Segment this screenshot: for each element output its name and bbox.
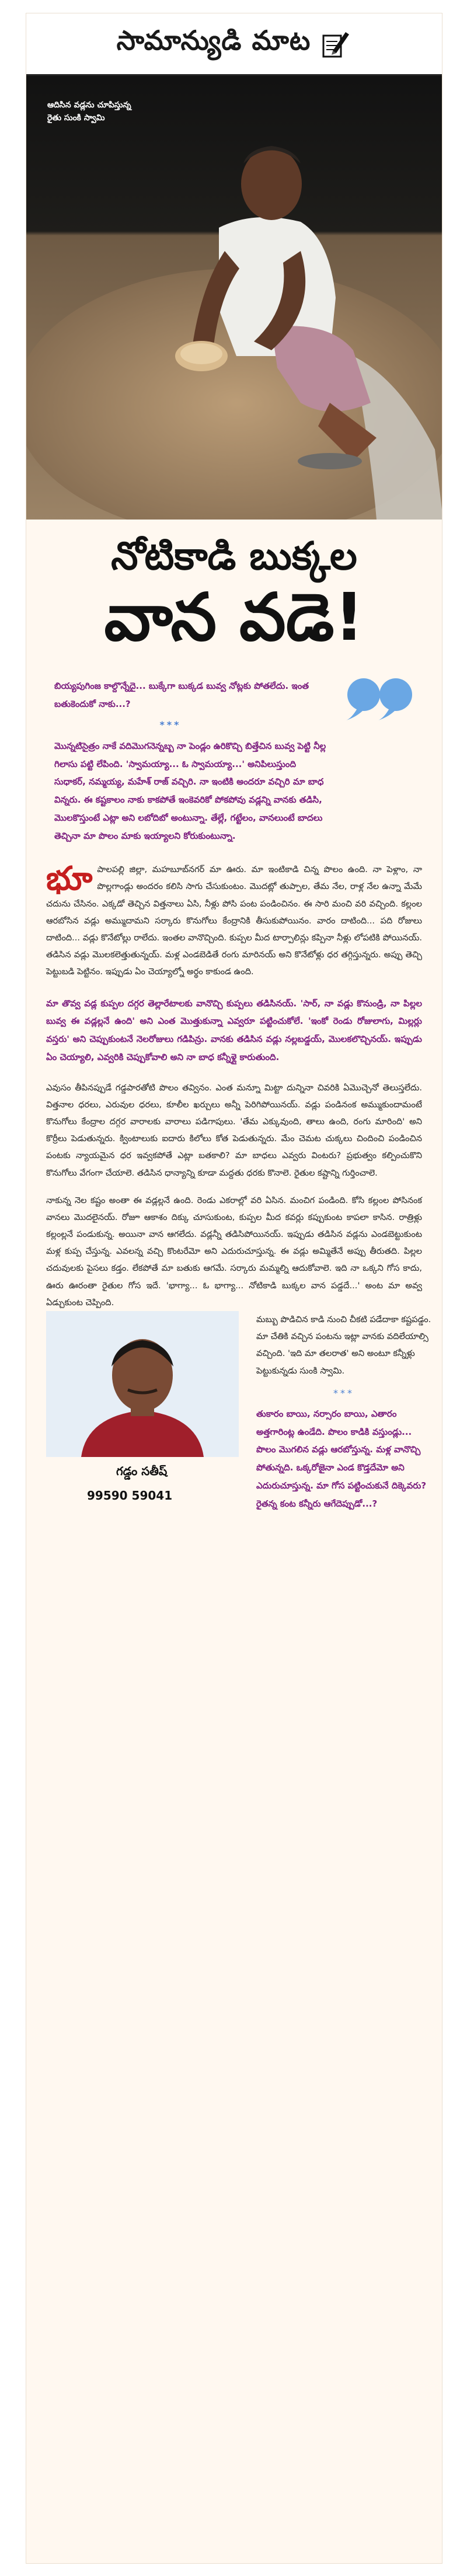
newspaper-page [26,13,442,2564]
side-quote: తుకారం బాయి, నర్సారం బాయి, ఎతారం అత్తగారింట్ల ఉండేది. పొలం కాడికి వస్తుండ్లు... పొలం మొగలిన వడ్లు ఆరబోస్తున్న. మళ్ల వానొచ్చి పోతున్నది. ఒక్కరోజైనా ఎండ కొడ్తదేమో అని ఎదురుచూస్తున్న. మా గోస పట్టించుకునే దిక్కెవరు? రైతన్న కంట కన్నీరు ఆగేదెప్పుడో...? [256,1408,427,1509]
side-column [256,1311,431,1512]
separator-stars-icon: *** [159,719,182,730]
photo-caption: ఆదిసిన వడ్లను చూపిస్తున్న రైతు సుంకి స్వామి [47,100,131,123]
pen-paper-icon [319,27,351,60]
author-photo [46,1311,239,1457]
author-phone: 99590 59041 [87,1489,173,1503]
headline-line-1: నోటికాడి బుక్కల [111,534,357,578]
article-body [46,861,422,980]
column-header [26,13,442,76]
author-section [46,1311,431,1714]
headline [26,520,442,665]
body-paragraph-3: నాకున్న నెల కష్టం అంతా ఈ వడ్లల్లనే ఉంది. రెండు ఎకరాల్లో వరి ఏసిన. మంచిగ పండింది. కోసి కల్లంల పోసినంక వానలు మొదలైనయ్. రోజూ ఆకాశం దిక్కు చూసుకుంట, కుప్పల మీద కవర్లు కప్పుకుంట కాపలా కాసిన. రాత్రిళ్లు కల్లంల్లనే పండుకున్న. అయినా వాన ఆగలేదు. వడ్లన్నీ తడిసిపోయినయ్. ఇప్పుడు తడిసిన వడ్లను ఎండబెట్టుకుంట మళ్ల కుప్ప చేస్తున్న. ఎవలన్న వచ్చి కొంటరేమో అని ఎదురుచూస్తున్న. ఈ వడ్లు అమ్మితేనే అప్పు తీరుతది. పిల్లల చదువులకు పైసలు కడ్తం. లేకపోతే మా బతుకు ఆగమే. సర్కారు మమ్మల్ని ఆదుకోవాలె. ఇది నా ఒక్కని గోస కాదు, ఊరు ఊరంతా రైతుల గోస ఇదే. 'భాగ్యా... ఓ భాగ్యా... నోటికాడి బుక్కల వాన పడ్డదే...' అంట మా అవ్వ ఏడ్చుకుంట చెప్పింది. [46,1195,422,1308]
body-paragraph-1: పాలపల్లి జిల్లా, మహబూబ్‌నగర్ మా ఊరు. మా ఇంటికాడి చిన్న పొలం ఉంది. నా పెళ్లాం, నా పొల్లగాండ్లు అందరం కలిసి సాగు చేసుకుంటం. మొదట్లో తుప్పాల, తేమ నేల, రాళ్ల నేల ఉన్నా మేమే చదును చేసినం. ఎక్కడో తెచ్చిన విత్తనాలు ఏసి, నీళ్లు పోసి పంట పండించినం. ఈ సారి మంచి వరి వచ్చింది. కల్లంల ఆరబోసిన వడ్లు అమ్ముదామని సర్కారు కొనుగోలు కేంద్రానికి తీసుకుపోయినం. వారం దాటింది... పది రోజులు దాటింది... వడ్లు కొనేటోల్లు రాలేదు. ఇంతల వానొచ్చింది. కుప్పల మీద టార్పాలిన్లు కప్పినా నీళ్లు లోపటికి పోయినయ్. తడిసిన వడ్లు మొలకలెత్తుతున్నయ్. మళ్ల ఎండబెడితే రంగు మారినయ్ అని కొనేటోళ్లు ధర తగ్గిస్తున్నరు. అప్పు తెచ్చి పెట్టుబడి పెట్టినం. ఇప్పుడు ఏం చెయ్యాల్నో అర్థం కాకుండ ఉంది. [46,865,422,977]
side-separator-stars-icon: *** [333,1387,354,1399]
drop-cap: భూ [46,860,93,898]
intro-quote [47,671,421,850]
column-title: సామాన్యుడి మాట [116,25,311,56]
pull-quote: మా తొవ్వ వడ్ల కుప్పల దగ్గర తెల్లారేటాలకు వానొచ్చి కుప్పలు తడిసినయ్. 'సార్, నా వడ్లు కొనుండ్రి, నా పిల్లల బువ్వ ఈ వడ్లల్లనే ఉంది' అని ఎంత మొత్తుకున్నా ఎవ్వరూ పట్టించుకోలే. 'ఇంకో రెండు రోజులాగు, మిల్లర్లు వస్తరు' అని చెప్పుకుంటనే నెలరోజులు గడిపిన్రు. వానకు తడిసిన వడ్లు నల్లబడ్డయ్, మొలకలొచ్చినయ్. ఇప్పుడు ఏం చెయ్యాలి, ఎవ్వరికి చెప్పుకోవాలి అని నా బాధ కన్నీళ్లై కారుతుంది. [46,998,422,1062]
body-paragraph-2: ఎవుసం తీపినప్పుడే గడ్డపారతోటి పొలం తవ్వినం. ఎంత మన్నూ మిట్టా దున్నినా చివరికి ఏమొచ్చెనో తెలుస్తలేదు. విత్తనాల ధరలు, ఎరువుల ధరలు, కూలీల ఖర్చులు అన్నీ పెరిగిపోయినయ్. వడ్లు పండినంక అమ్ముకుందామంటే కొనుగోలు కేంద్రాల దగ్గర వారాలకు వారాలు పడిగాపులు. 'తేమ ఎక్కువుంది, తాలు ఉంది, రంగు మారింది' అని కొర్రీలు పెడుతున్నరు. క్వింటాలుకు ఐదారు కిలోలు కోత పెడుతున్నరు. మేం చెమట చుక్కలు చిందించి పండించిన పంటకు న్యాయమైన ధర ఇవ్వకపోతే ఎట్లా బతకాలి? మా బాధలు ఎవ్వరు వింటరు? ప్రభుత్వం కల్పించుకొని కొనుగోలు వేగంగా చేయాలె. తడిసిన ధాన్యాన్ని కూడా మద్దతు ధరకు కొనాలె. రైతుల కష్టాన్ని గుర్తించాలె. [46,1082,422,1178]
author-name: గడ్డం సతీష్ [116,1464,168,1479]
headline-line-2: వాన వడె! [104,580,364,656]
farmer-photo [26,76,442,520]
intro-quote-part-1: బియ్యపుగింజ కాల్దొన్నేదై... బుక్కేగా బుక్కడ బువ్వ నోట్లకు పోతలేదు. ఇంత బతుకెందుకో నాకు...? [54,681,309,710]
intro-quote-part-2: మొన్నటిసైత్రం నాకే వదిమొగనెన్నబ్బ నా పెండ్లం ఉరికొచ్చి బిత్తేచిన బువ్వ పెట్టి నీల్ల గిలాసు పట్టి లేపింది. 'స్వామయ్యా... ఓ స్వామయ్యా...' అనిపిలుస్తుంది సుధాకర్, నమ్మయ్య, మహేశ్ రాజ్ వచ్చిరి. నా ఇంటికి అందరూ వచ్చిరి మా బాధ విన్నరు. ఈ కష్టకాలం నాకు కాకపోతే ఇంకెవరికో పోకపోవు వడ్లన్ని వానకు తడిసి, మొలకొస్తుంటే ఎట్లా అని లబోదిబో అంటున్నా. తేల్లే, గట్టేలం, వానలుంటే బాదలు తెచ్చినా మా పొలం మాకు ఇయ్యాలని కోరుకుంటున్నా. [54,740,326,841]
side-paragraph: మబ్బు పొడిచిన కాడి నుంచి చీకటి పడేదాకా కష్టపడ్డం. మా చేతికి వచ్చిన పంటను ఇట్లా వానకు వదిలేయాల్సి వచ్చింది. 'ఇది మా తలరాత' అని అంటూ కన్నీళ్లు పెట్టుకున్నడు సుంకి స్వామి. [256,1315,431,1376]
quote-marks-icon [340,671,416,724]
